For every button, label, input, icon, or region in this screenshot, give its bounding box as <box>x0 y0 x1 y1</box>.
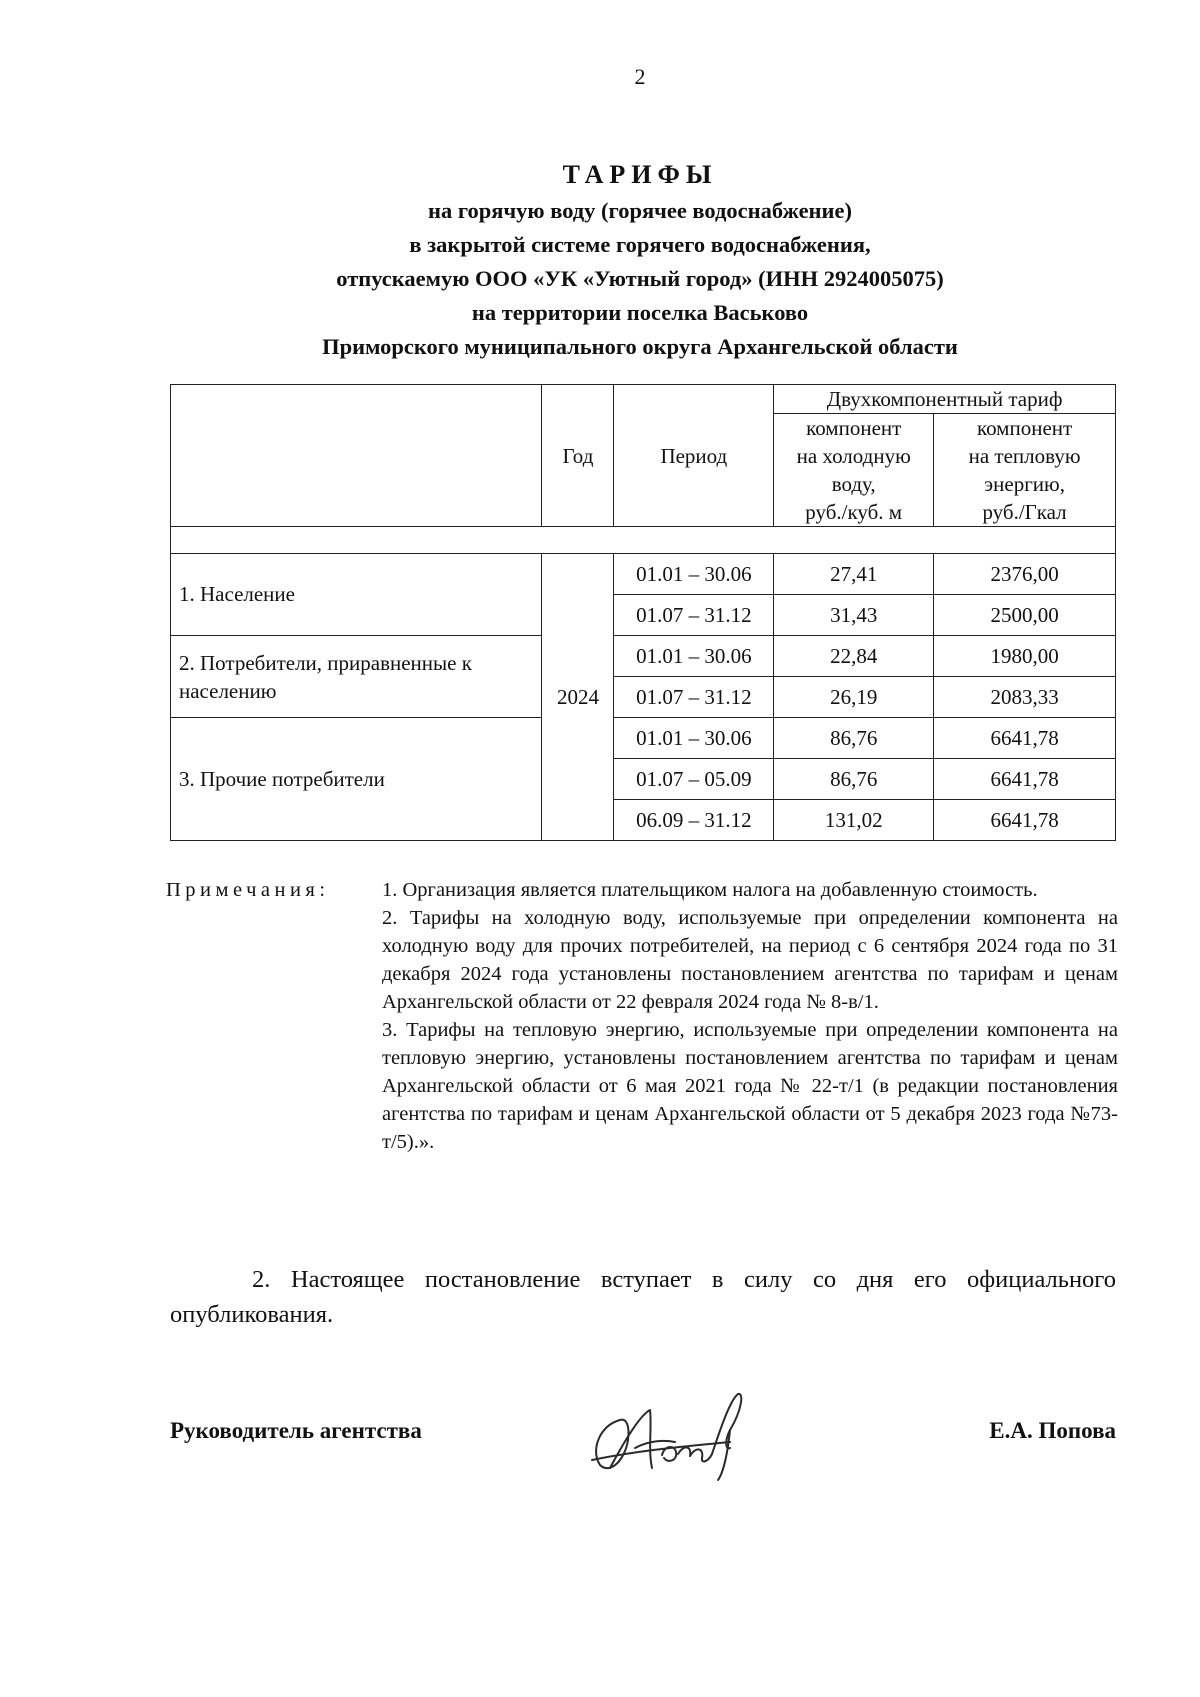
cold-cell: 31,43 <box>774 595 934 636</box>
signatory-name: Е.А. Попова <box>989 1418 1116 1443</box>
heat-cell: 1980,00 <box>934 636 1116 677</box>
title-line: Приморского муниципального округа Архангельской области <box>322 334 958 359</box>
cold-cell: 26,19 <box>774 677 934 718</box>
title-line: отпускаемую ООО «УК «Уютный город» (ИНН 2924005075) <box>336 266 944 291</box>
decree-paragraph: 2. Настоящее постановление вступает в силу со дня его официального опубликования. <box>170 1266 1116 1328</box>
title-line: на территории поселка Васьково <box>471 300 809 325</box>
spacer-row <box>171 527 1116 554</box>
cold-cell: 86,76 <box>774 718 934 759</box>
note-item: 2. Тарифы на холодную воду, используемые при определении компонента на холодную воду для прочих потребителей, на период с 6 сентября 2024 года по 31 декабря 2024 года установлены постановлением агентства по тарифам и ценам Архангельской области от 22 февраля 2024 года № 8-в/1. <box>382 907 1118 1013</box>
title-line: в закрытой системе горячего водоснабжения, <box>409 232 871 257</box>
header-cold-line: компонент <box>806 416 902 440</box>
header-heat-line: руб./Гкал <box>982 500 1067 524</box>
cold-cell: 86,76 <box>774 759 934 800</box>
header-heat-line: компонент <box>976 416 1073 440</box>
period-cell: 06.09 – 31.12 <box>614 800 774 841</box>
heat-cell: 6641,78 <box>934 759 1116 800</box>
period-cell: 01.01 – 30.06 <box>614 636 774 677</box>
heat-cell: 2376,00 <box>934 554 1116 595</box>
note-item: 1. Организация является плательщиком налога на добавленную стоимость. <box>382 879 1038 901</box>
cold-cell: 131,02 <box>774 800 934 841</box>
header-cold-line: руб./куб. м <box>805 500 903 524</box>
cold-cell: 22,84 <box>774 636 934 677</box>
notes-body <box>382 876 1118 1156</box>
handwritten-signature <box>580 1380 770 1485</box>
page-number: 2 <box>634 64 646 89</box>
heat-cell: 2083,33 <box>934 677 1116 718</box>
title-line: на горячую воду (горячее водоснабжение) <box>428 198 852 223</box>
consumer-cell: 2. Потребители, приравненные к населению <box>171 636 542 718</box>
year-cell: 2024 <box>542 554 614 841</box>
note-item: 3. Тарифы на тепловую энергию, используемые при определении компонента на тепловую энергию, установлены постановлением агентства по тарифам и ценам Архангельской области от 6 мая 2021 года № 22-т/1 (в редакции постановления агентства по тарифам и ценам Архангельской области от 5 декабря 2023 года №73-т/5).». <box>382 1019 1118 1153</box>
table-row <box>171 554 1116 595</box>
period-cell: 01.07 – 31.12 <box>614 595 774 636</box>
header-year: Год <box>542 385 614 527</box>
period-cell: 01.07 – 05.09 <box>614 759 774 800</box>
cold-cell: 27,41 <box>774 554 934 595</box>
header-heat-line: на тепловую <box>968 444 1081 468</box>
header-heat <box>934 414 1116 527</box>
header-cold-water <box>774 414 934 527</box>
header-cold-line: воду, <box>831 472 876 496</box>
header-period: Период <box>614 385 774 527</box>
heat-cell: 6641,78 <box>934 718 1116 759</box>
header-two-component: Двухкомпонентный тариф <box>774 385 1116 414</box>
header-heat-line: энергию, <box>984 472 1065 496</box>
document-title <box>170 160 1110 364</box>
consumer-cell: 3. Прочие потребители <box>171 718 542 841</box>
header-cold-line: на холодную <box>796 444 911 468</box>
notes-label: Примечания: <box>166 879 330 901</box>
signatory-title: Руководитель агентства <box>170 1418 422 1443</box>
title-main: ТАРИФЫ <box>562 160 718 189</box>
heat-cell: 6641,78 <box>934 800 1116 841</box>
period-cell: 01.01 – 30.06 <box>614 718 774 759</box>
table-row <box>171 718 1116 759</box>
period-cell: 01.01 – 30.06 <box>614 554 774 595</box>
period-cell: 01.07 – 31.12 <box>614 677 774 718</box>
heat-cell: 2500,00 <box>934 595 1116 636</box>
consumer-cell: 1. Население <box>171 554 542 636</box>
header-empty-cell <box>171 385 542 527</box>
tariffs-table <box>170 384 1116 841</box>
table-row <box>171 636 1116 677</box>
